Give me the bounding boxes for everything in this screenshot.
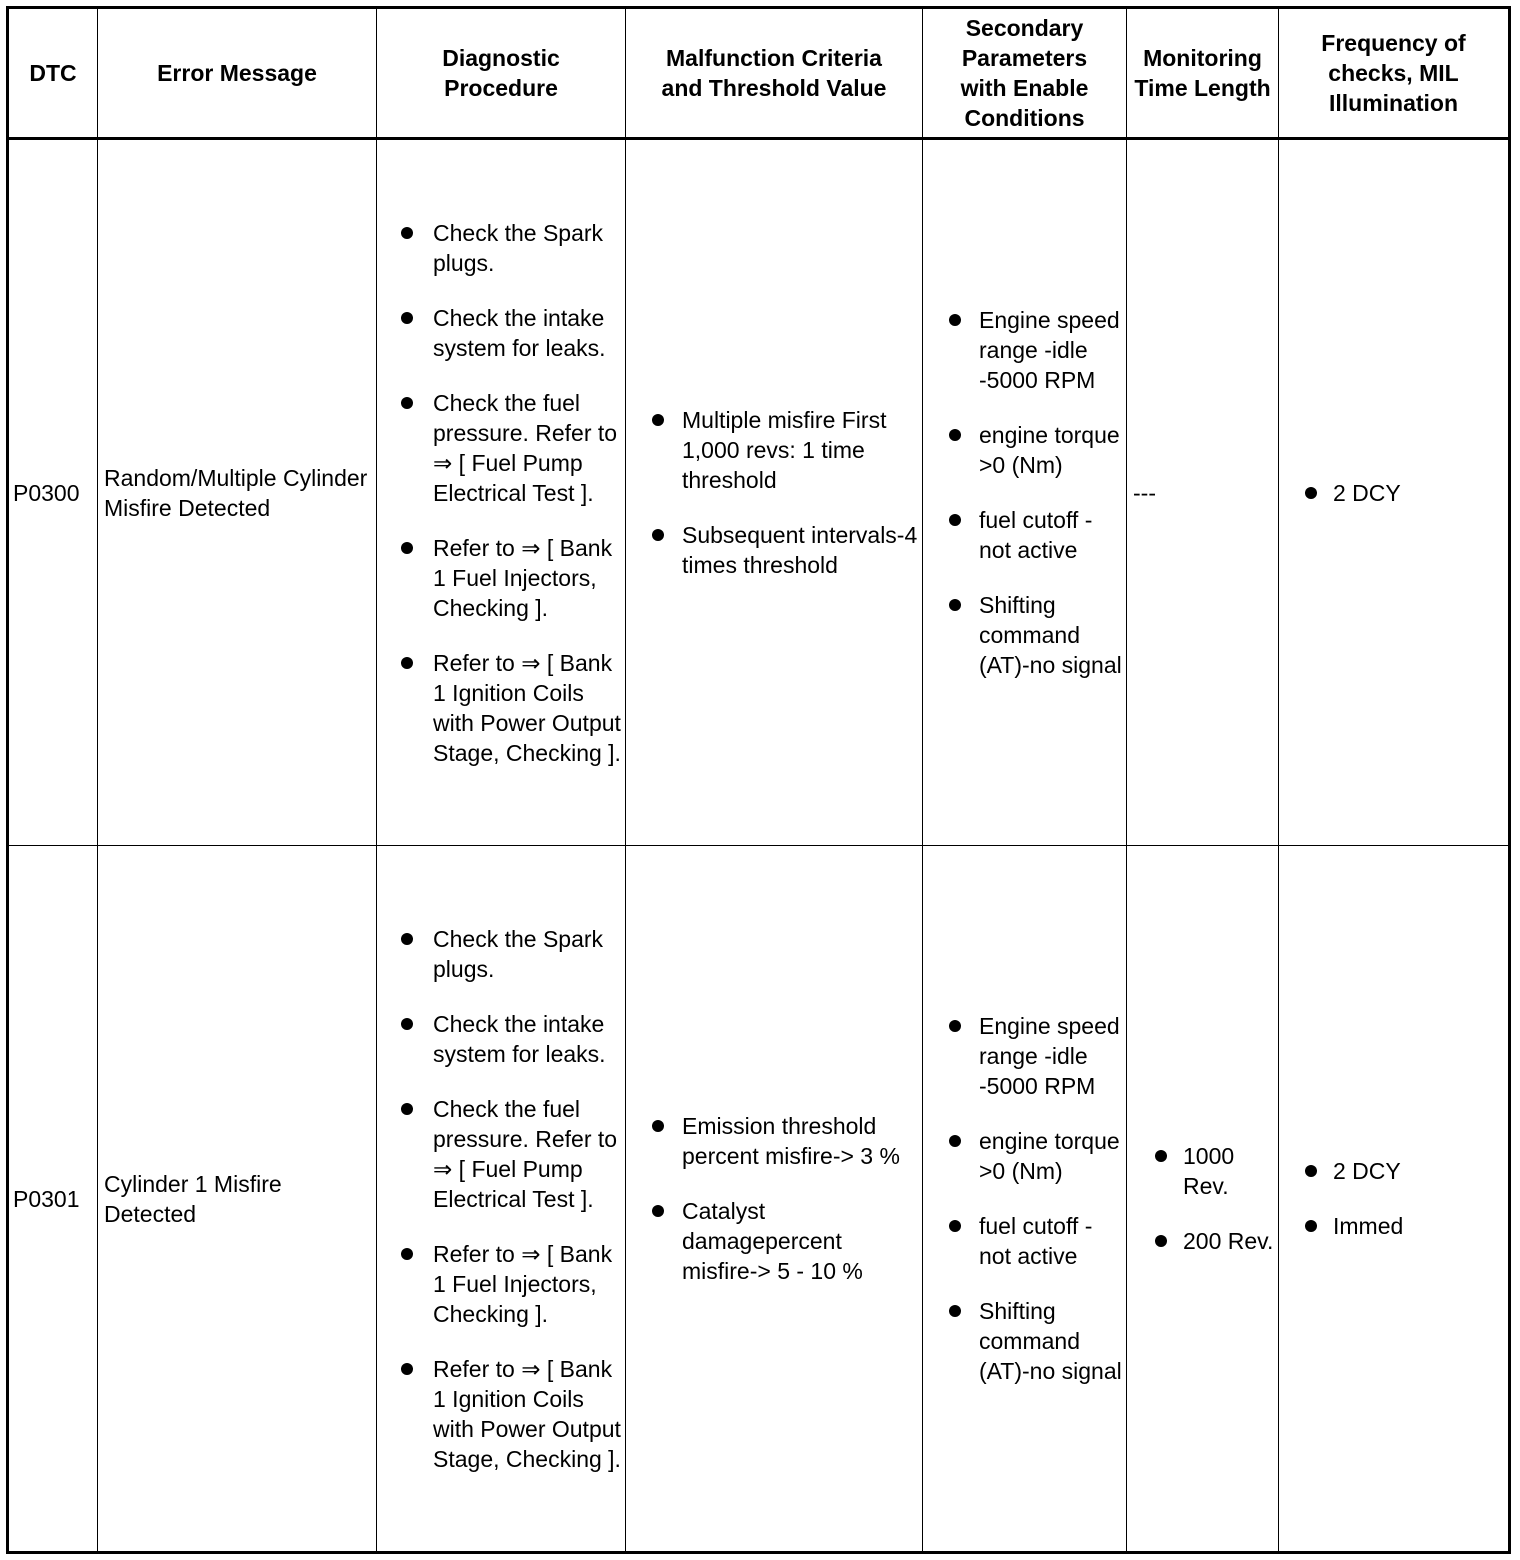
bullet-icon (949, 1220, 961, 1232)
list-item: 1000 Rev. (1133, 1141, 1274, 1201)
bullet-icon (401, 397, 413, 409)
list-item: Shifting command (AT)-no signal (929, 590, 1122, 680)
list-item: Immed (1285, 1211, 1504, 1241)
list-item: Check the Spark plugs. (383, 924, 621, 984)
list-item: Engine speed range -idle -5000 RPM (929, 1011, 1122, 1101)
list-item: Check the Spark plugs. (383, 218, 621, 278)
list-item: Check the intake system for leaks. (383, 1009, 621, 1069)
bullet-icon (401, 657, 413, 669)
bullet-icon (949, 1305, 961, 1317)
list-item: engine torque >0 (Nm) (929, 420, 1122, 480)
bullet-icon (652, 1205, 664, 1217)
dtc-table (6, 6, 1511, 1554)
bullet-icon (401, 542, 413, 554)
header-diagnostic-procedure: Diagnostic Procedure (377, 8, 626, 139)
list-item: engine torque >0 (Nm) (929, 1126, 1122, 1186)
bullet-icon (949, 599, 961, 611)
header-frequency: Frequency of checks, MIL Illumination (1279, 8, 1510, 139)
bullet-icon (1155, 1235, 1167, 1247)
diagnostic-procedure-cell (377, 139, 626, 846)
list-item: Shifting command (AT)-no signal (929, 1296, 1122, 1386)
list-item: fuel cutoff - not active (929, 1211, 1122, 1271)
list-item: fuel cutoff - not active (929, 505, 1122, 565)
bullet-icon (1155, 1150, 1167, 1162)
list-item: Refer to ⇒ [ Bank 1 Ignition Coils with Power Output Stage, Checking ]. (383, 648, 621, 768)
list-item: Check the intake system for leaks. (383, 303, 621, 363)
frequency-cell (1279, 139, 1510, 846)
dtc-code: P0300 (8, 139, 98, 846)
bullet-icon (652, 529, 664, 541)
list-item: Engine speed range -idle -5000 RPM (929, 305, 1122, 395)
error-message: Cylinder 1 Misfire Detected (98, 846, 377, 1553)
list-item: Check the fuel pressure. Refer to ⇒ [ Fuel Pump Electrical Test ]. (383, 388, 621, 508)
bullet-icon (401, 1103, 413, 1115)
bullet-icon (401, 312, 413, 324)
frequency-cell (1279, 846, 1510, 1553)
bullet-icon (949, 1135, 961, 1147)
list-item: Refer to ⇒ [ Bank 1 Fuel Injectors, Checking ]. (383, 533, 621, 623)
header-dtc: DTC (8, 8, 98, 139)
bullet-icon (401, 1018, 413, 1030)
bullet-icon (401, 1363, 413, 1375)
bullet-icon (401, 933, 413, 945)
diagnostic-procedure-cell (377, 846, 626, 1553)
list-item: Check the fuel pressure. Refer to ⇒ [ Fuel Pump Electrical Test ]. (383, 1094, 621, 1214)
bullet-icon (401, 227, 413, 239)
list-item: Refer to ⇒ [ Bank 1 Ignition Coils with Power Output Stage, Checking ]. (383, 1354, 621, 1474)
bullet-icon (1305, 1165, 1317, 1177)
malfunction-criteria-cell (626, 846, 923, 1553)
error-message: Random/Multiple Cylinder Misfire Detected (98, 139, 377, 846)
bullet-icon (949, 429, 961, 441)
list-item: Catalyst damagepercent misfire-> 5 - 10 % (632, 1196, 918, 1286)
secondary-parameters-cell (923, 846, 1127, 1553)
list-item: Subsequent intervals-4 times threshold (632, 520, 918, 580)
bullet-icon (949, 514, 961, 526)
bullet-icon (949, 314, 961, 326)
list-item: Refer to ⇒ [ Bank 1 Fuel Injectors, Checking ]. (383, 1239, 621, 1329)
list-item: 200 Rev. (1133, 1226, 1274, 1256)
header-malfunction-criteria: Malfunction Criteria and Threshold Value (626, 8, 923, 139)
header-secondary-parameters: Secondary Parameters with Enable Conditions (923, 8, 1127, 139)
bullet-icon (1305, 487, 1317, 499)
header-monitoring-time: Monitoring Time Length (1127, 8, 1279, 139)
list-item: 2 DCY (1285, 478, 1504, 508)
bullet-icon (652, 1120, 664, 1132)
list-item: 2 DCY (1285, 1156, 1504, 1186)
table-row (8, 139, 1510, 846)
bullet-icon (652, 414, 664, 426)
bullet-icon (401, 1248, 413, 1260)
table-row (8, 846, 1510, 1553)
malfunction-criteria-cell (626, 139, 923, 846)
list-item: Emission threshold percent misfire-> 3 % (632, 1111, 918, 1171)
monitoring-time-value: --- (1133, 479, 1156, 506)
header-error-message: Error Message (98, 8, 377, 139)
header-row (8, 8, 1510, 139)
monitoring-time-cell (1127, 139, 1279, 846)
secondary-parameters-cell (923, 139, 1127, 846)
monitoring-time-cell (1127, 846, 1279, 1553)
list-item: Multiple misfire First 1,000 revs: 1 time threshold (632, 405, 918, 495)
bullet-icon (1305, 1220, 1317, 1232)
bullet-icon (949, 1020, 961, 1032)
dtc-code: P0301 (8, 846, 98, 1553)
